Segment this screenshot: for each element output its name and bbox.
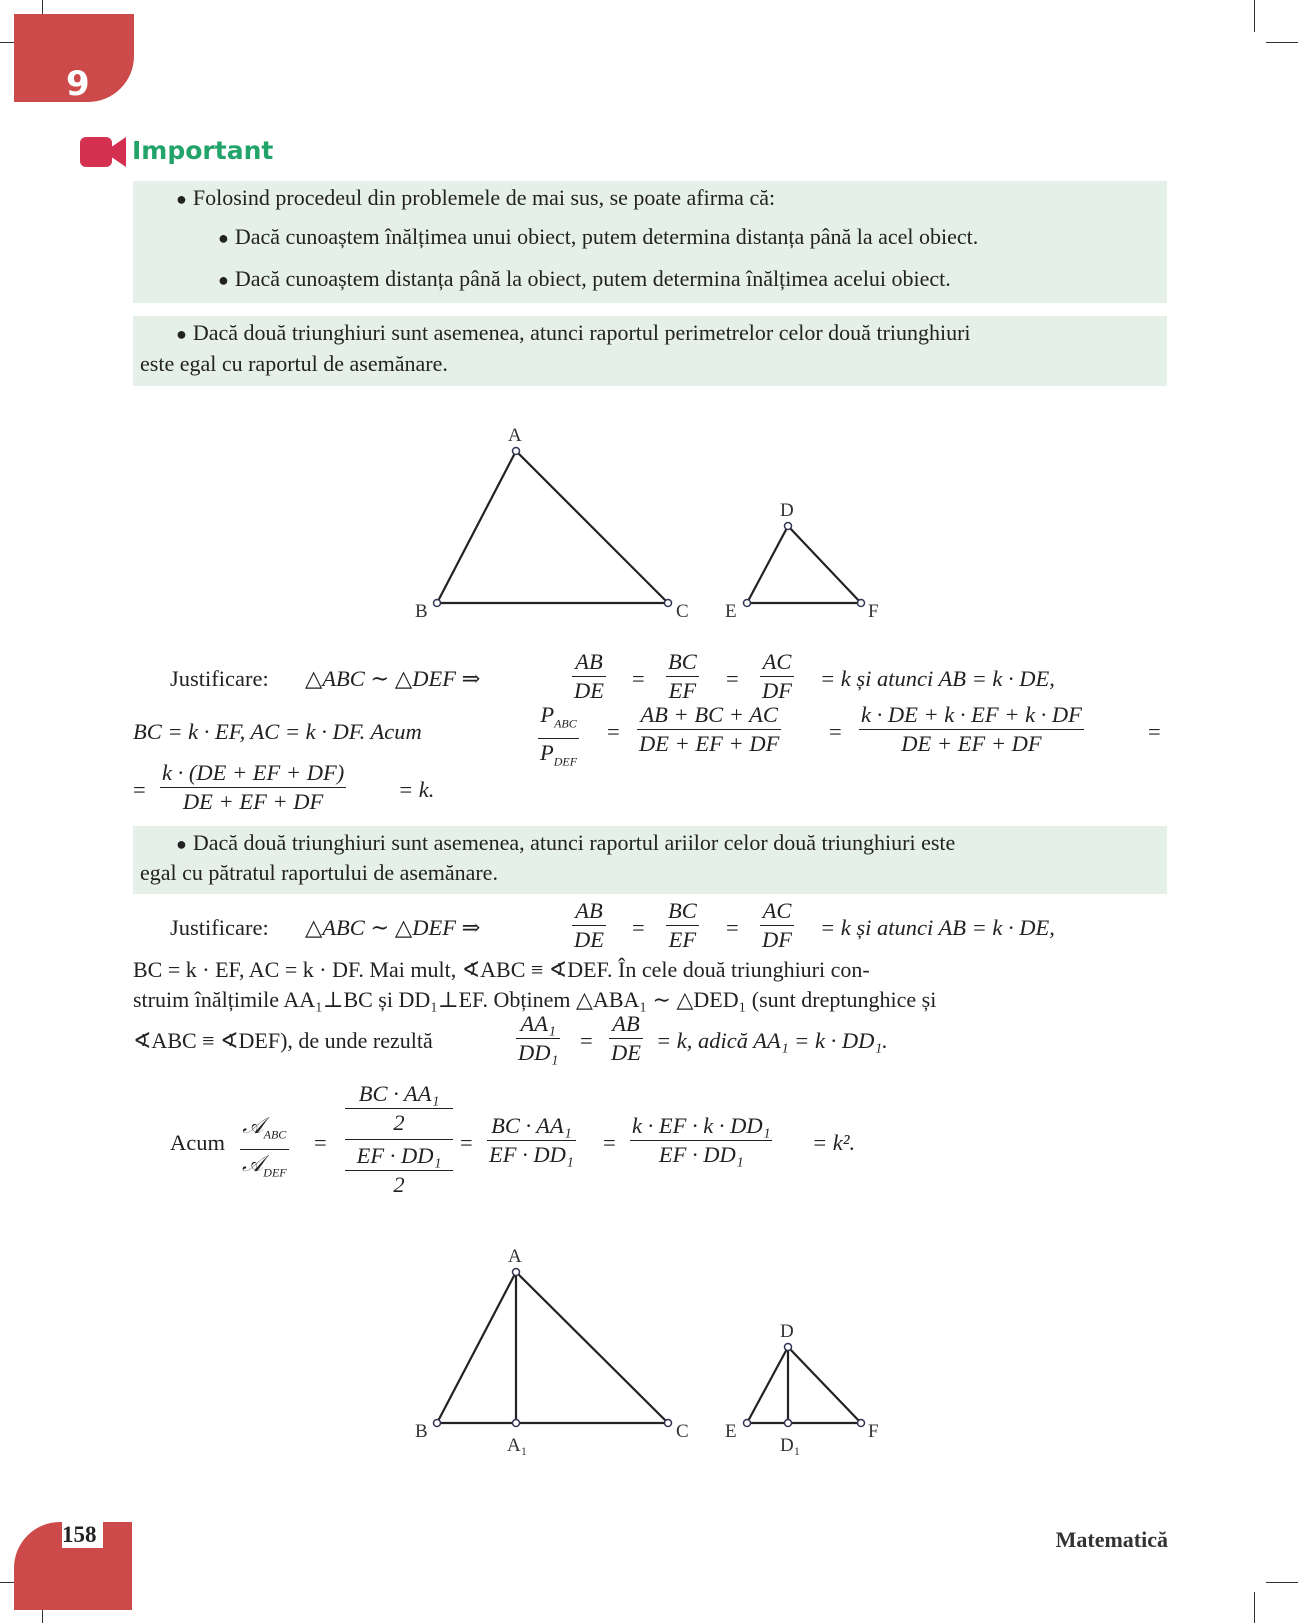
- triangle-def: [747, 526, 861, 603]
- equals-sign: =: [133, 777, 146, 802]
- proof2-line-4: ∢ABC ≡ ∢DEF), de unde rezultă: [133, 1028, 433, 1053]
- proof1-line-2: BC = k · EF, AC = k · DF. Acum: [133, 719, 422, 744]
- result-k: = k.: [398, 777, 435, 802]
- label-e: E: [725, 601, 737, 622]
- equals-sign: =: [829, 719, 842, 744]
- equals-sign: =: [314, 1130, 327, 1155]
- triangle-abc: [437, 451, 668, 603]
- fraction-ab-de-2: $\frac{AB}{DE}$: [611, 1011, 641, 1065]
- triangle-def-2: [747, 1347, 861, 1423]
- label-a: A: [508, 425, 522, 446]
- label-f: F: [868, 1421, 879, 1442]
- fraction-bc-aa-over-ef-dd: $\frac{\text{BC · AA₁}}{\text{EF · DD₁}}$: [489, 1113, 574, 1167]
- label-e: E: [725, 1421, 737, 1442]
- label-d1: D₁: [780, 1435, 801, 1456]
- crop-mark: [1254, 0, 1255, 32]
- equals-sign: =: [632, 915, 645, 940]
- label-b: B: [415, 1421, 428, 1442]
- fraction-perimeters: $\frac{AB + BC + AC}{DE + EF + DF}$: [639, 702, 780, 756]
- triangles-figure-2: [400, 1240, 900, 1460]
- label-f: F: [868, 601, 879, 622]
- fraction-ac-df: $\frac{AC}{DF}$: [762, 898, 792, 952]
- equals-sign: =: [726, 915, 739, 940]
- compound-fraction: BC · AA₁ 2 EF · DD₁ 2: [345, 1080, 453, 1199]
- fraction-ab-de: $\frac{AB}{DE}$: [574, 649, 604, 703]
- equals-sign: =: [460, 1130, 473, 1155]
- fraction-k-factored: $\frac{k \cdot (DE + EF + DF)}{DE + EF + DF}$: [162, 760, 345, 814]
- label-d: D: [780, 500, 794, 521]
- important-heading: Important: [132, 136, 274, 165]
- page-number: 158: [62, 1522, 103, 1548]
- label-a: A: [508, 1246, 522, 1267]
- equals-sign: =: [726, 666, 739, 691]
- crop-mark: [1266, 42, 1298, 43]
- subject-label: Matematică: [1055, 1527, 1168, 1552]
- fraction-ab-de: $\frac{AB}{DE}$: [574, 898, 604, 952]
- similarity-statement: △ABC ∼ △DEF ⇒: [305, 666, 481, 691]
- equals-sign: =: [632, 666, 645, 691]
- crop-mark: [1266, 1582, 1298, 1583]
- acum-label: Acum: [170, 1130, 225, 1155]
- equals-sign: =: [607, 719, 620, 744]
- label-b: B: [415, 601, 428, 622]
- fraction-k-sum: $\frac{k \cdot DE + k \cdot EF + k \cdot DF}{DE + EF + DF}$: [861, 702, 1082, 756]
- label-c: C: [676, 601, 689, 622]
- ratio-conclusion: = k și atunci AB = k · DE,: [820, 915, 1055, 940]
- label-c: C: [676, 1421, 689, 1442]
- proof2-line-2: BC = k · EF, AC = k · DF. Mai mult, ∢ABC ≡ ∢DEF. În cele două triunghiuri con-: [133, 957, 870, 982]
- ratio-conclusion: = k și atunci AB = k · DE,: [820, 666, 1055, 691]
- label-d: D: [780, 1321, 794, 1342]
- fraction-heights: $\frac{\text{AA₁}}{\text{DD₁}}$: [518, 1011, 559, 1065]
- bullet-main: ● Folosind procedeul din problemele de mai sus, se poate afirma că:: [176, 185, 776, 210]
- result-k-squared: = k².: [812, 1130, 856, 1155]
- box3-line-1: ● Dacă două triunghiuri sunt asemenea, atunci raportul ariilor celor două triunghiuri este: [176, 830, 956, 855]
- chapter-number: 9: [66, 64, 90, 104]
- label-a1: A₁: [507, 1435, 528, 1456]
- bullet-sub-1: ● Dacă cunoaștem înălțimea unui obiect, putem determina distanța până la acel obiect.: [218, 224, 979, 249]
- equals-sign: =: [603, 1130, 616, 1155]
- box3-line-2: egal cu pătratul raportului de asemănare.: [140, 860, 498, 885]
- fraction-bc-ef: $\frac{BC}{EF}$: [668, 898, 697, 952]
- fraction-k-squared: $\frac{\text{k · EF · k · DD₁}}{\text{EF · DD₁}}$: [632, 1113, 771, 1167]
- fraction-bc-ef: $\frac{BC}{EF}$: [668, 649, 697, 703]
- triangles-figure-1: [400, 415, 900, 625]
- fraction-perimeter-ratio: $P_{ABC}$ $P_{DEF}$: [540, 702, 578, 768]
- height-conclusion: = k, adică AA₁ = k · DD₁.: [656, 1028, 888, 1053]
- bullet-sub-2: ● Dacă cunoaștem distanța până la obiect, putem determina înălțimea acelui obiect.: [218, 266, 951, 291]
- proof2-line-3: struim înălțimile AA₁⊥BC și DD₁⊥EF. Obținem △ABA₁ ∼ △DED₁ (sunt dreptunghice și: [133, 987, 937, 1012]
- fraction-ac-df: $\frac{AC}{DF}$: [762, 649, 792, 703]
- box2-line-2: este egal cu raportul de asemănare.: [140, 351, 448, 376]
- fraction-area-ratio: 𝒜$_{ABC}$ 𝒜$_{DEF}$: [242, 1113, 287, 1179]
- equals-sign: =: [1148, 719, 1161, 744]
- similarity-statement: △ABC ∼ △DEF ⇒: [305, 915, 481, 940]
- box2-line-1: ● Dacă două triunghiuri sunt asemenea, atunci raportul perimetrelor celor două triunghiuri: [176, 320, 971, 345]
- justificare-label: Justificare:: [170, 666, 269, 691]
- justificare-label: Justificare:: [170, 915, 269, 940]
- triangle-abc-2: [437, 1272, 668, 1423]
- crop-mark: [1254, 1592, 1255, 1623]
- equals-sign: =: [580, 1028, 593, 1053]
